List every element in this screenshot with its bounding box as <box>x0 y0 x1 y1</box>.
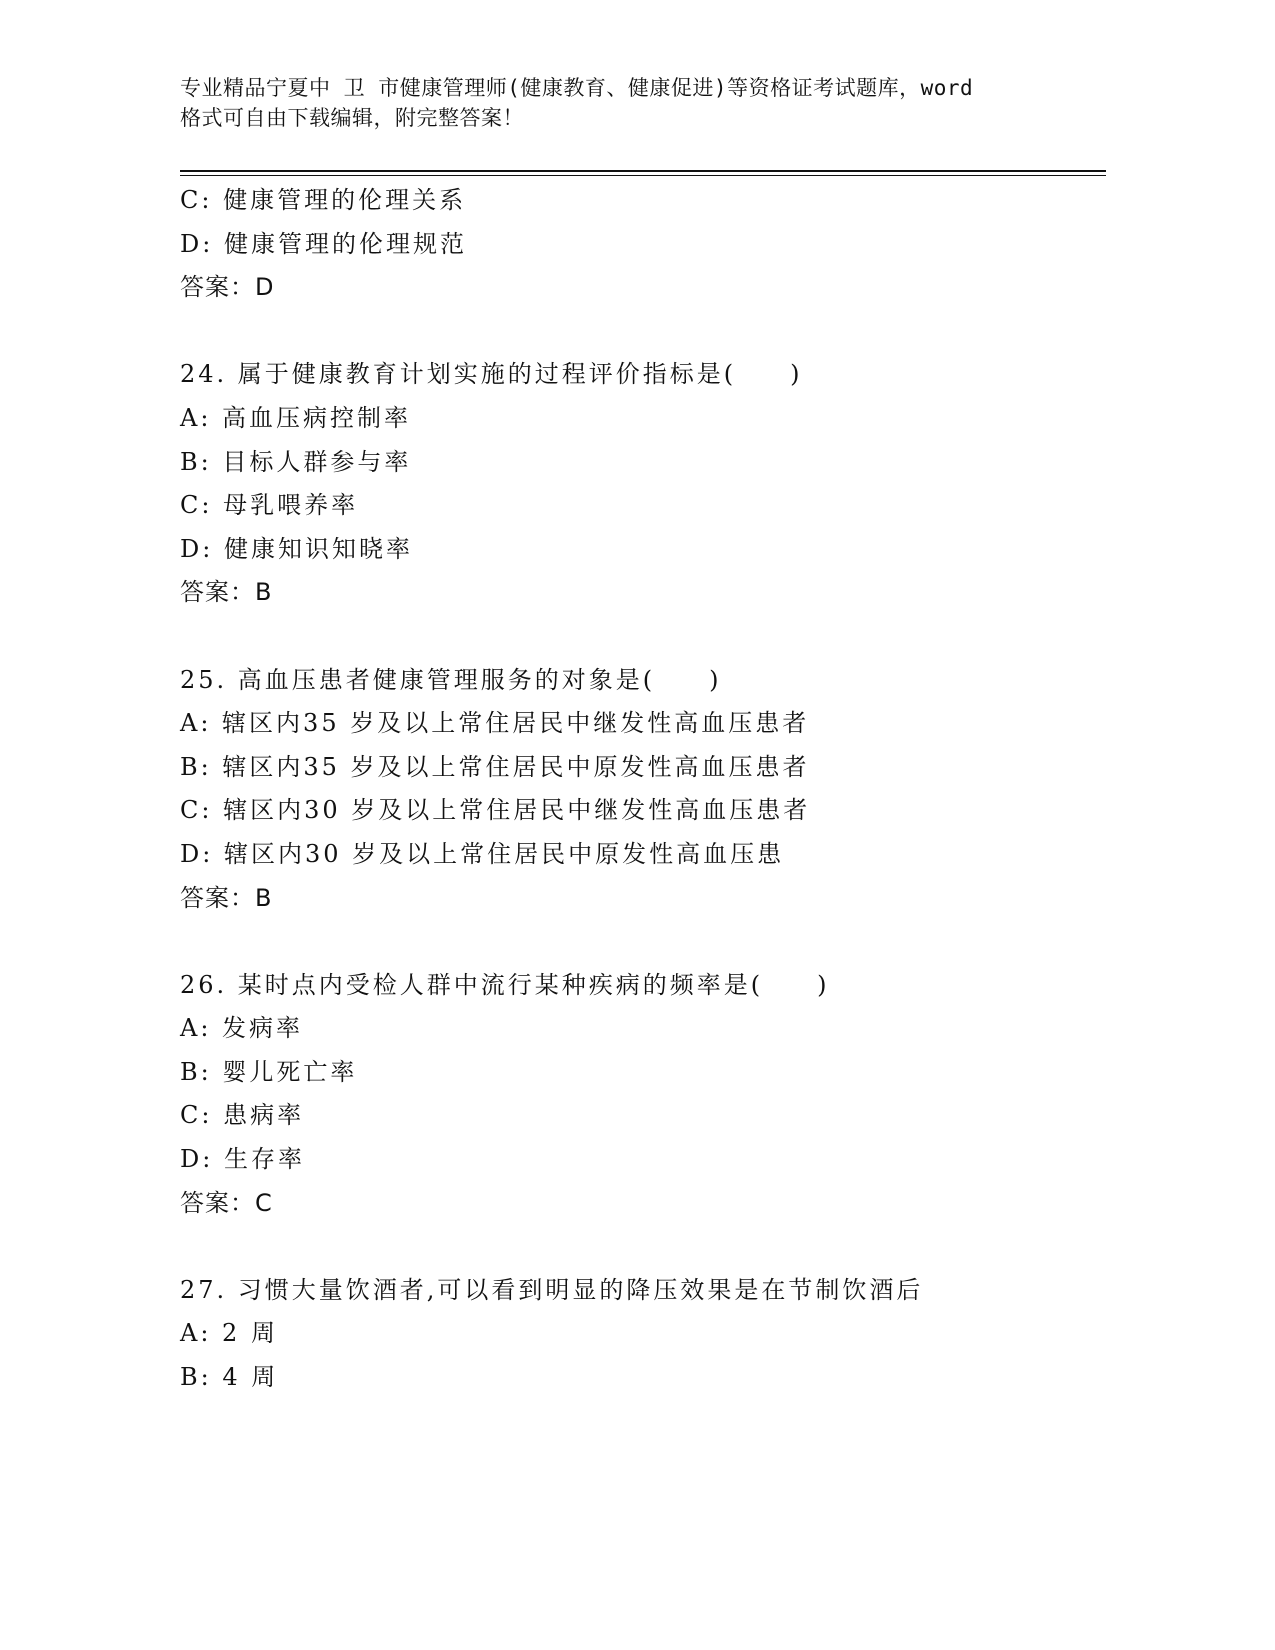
answer: 答案：B <box>180 578 273 607</box>
option-d: D: 辖区内30 岁及以上常住居民中原发性高血压患 <box>180 839 785 868</box>
question-list <box>180 179 1110 1400</box>
option-c: C: 健康管理的伦理关系 <box>180 186 467 214</box>
option-a: A: 高血压病控制率 <box>180 403 412 432</box>
question-stem: 26. 某时点内受检人群中流行某种疾病的频率是( ) <box>180 970 830 999</box>
header-rule-thin <box>180 175 1106 176</box>
question-stem: 27. 习惯大量饮酒者,可以看到明显的降压效果是在节制饮酒后 <box>180 1275 924 1304</box>
question-27 <box>180 1269 1110 1400</box>
answer: 答案：B <box>180 883 273 912</box>
option-b: B: 婴儿死亡率 <box>180 1057 358 1086</box>
question-stem: 24. 属于健康教育计划实施的过程评价指标是( ) <box>180 360 803 389</box>
option-d: D: 健康知识知晓率 <box>180 534 413 563</box>
option-a: A: 发病率 <box>180 1014 304 1043</box>
option-a: A: 2 周 <box>180 1319 278 1348</box>
header-line-1: 专业精品宁夏中 卫 市健康管理师(健康教育、健康促进)等资格证考试题库，word <box>180 76 974 100</box>
document-header <box>180 73 1080 133</box>
header-line-2: 格式可自由下载编辑，附完整答案！ <box>180 106 524 130</box>
option-a: A: 辖区内35 岁及以上常住居民中继发性高血压患者 <box>180 709 810 738</box>
question-stem: 25. 高血压患者健康管理服务的对象是( ) <box>180 665 722 694</box>
partial-question <box>180 179 1110 310</box>
header-rule-thick <box>180 170 1106 172</box>
option-b: B: 目标人群参与率 <box>180 447 412 476</box>
option-c: C: 患病率 <box>180 1101 305 1130</box>
option-c: C: 母乳喂养率 <box>180 491 359 520</box>
option-c: C: 辖区内30 岁及以上常住居民中继发性高血压患者 <box>180 796 811 825</box>
option-d: D: 生存率 <box>180 1145 305 1174</box>
question-25 <box>180 659 1110 921</box>
question-24 <box>180 353 1110 615</box>
answer: 答案：D <box>180 273 275 302</box>
option-b: B: 辖区内35 岁及以上常住居民中原发性高血压患者 <box>180 752 810 781</box>
option-d: D: 健康管理的伦理规范 <box>180 229 467 258</box>
answer: 答案：C <box>180 1188 273 1217</box>
option-b: B: 4 周 <box>180 1363 279 1392</box>
question-26 <box>180 964 1110 1226</box>
